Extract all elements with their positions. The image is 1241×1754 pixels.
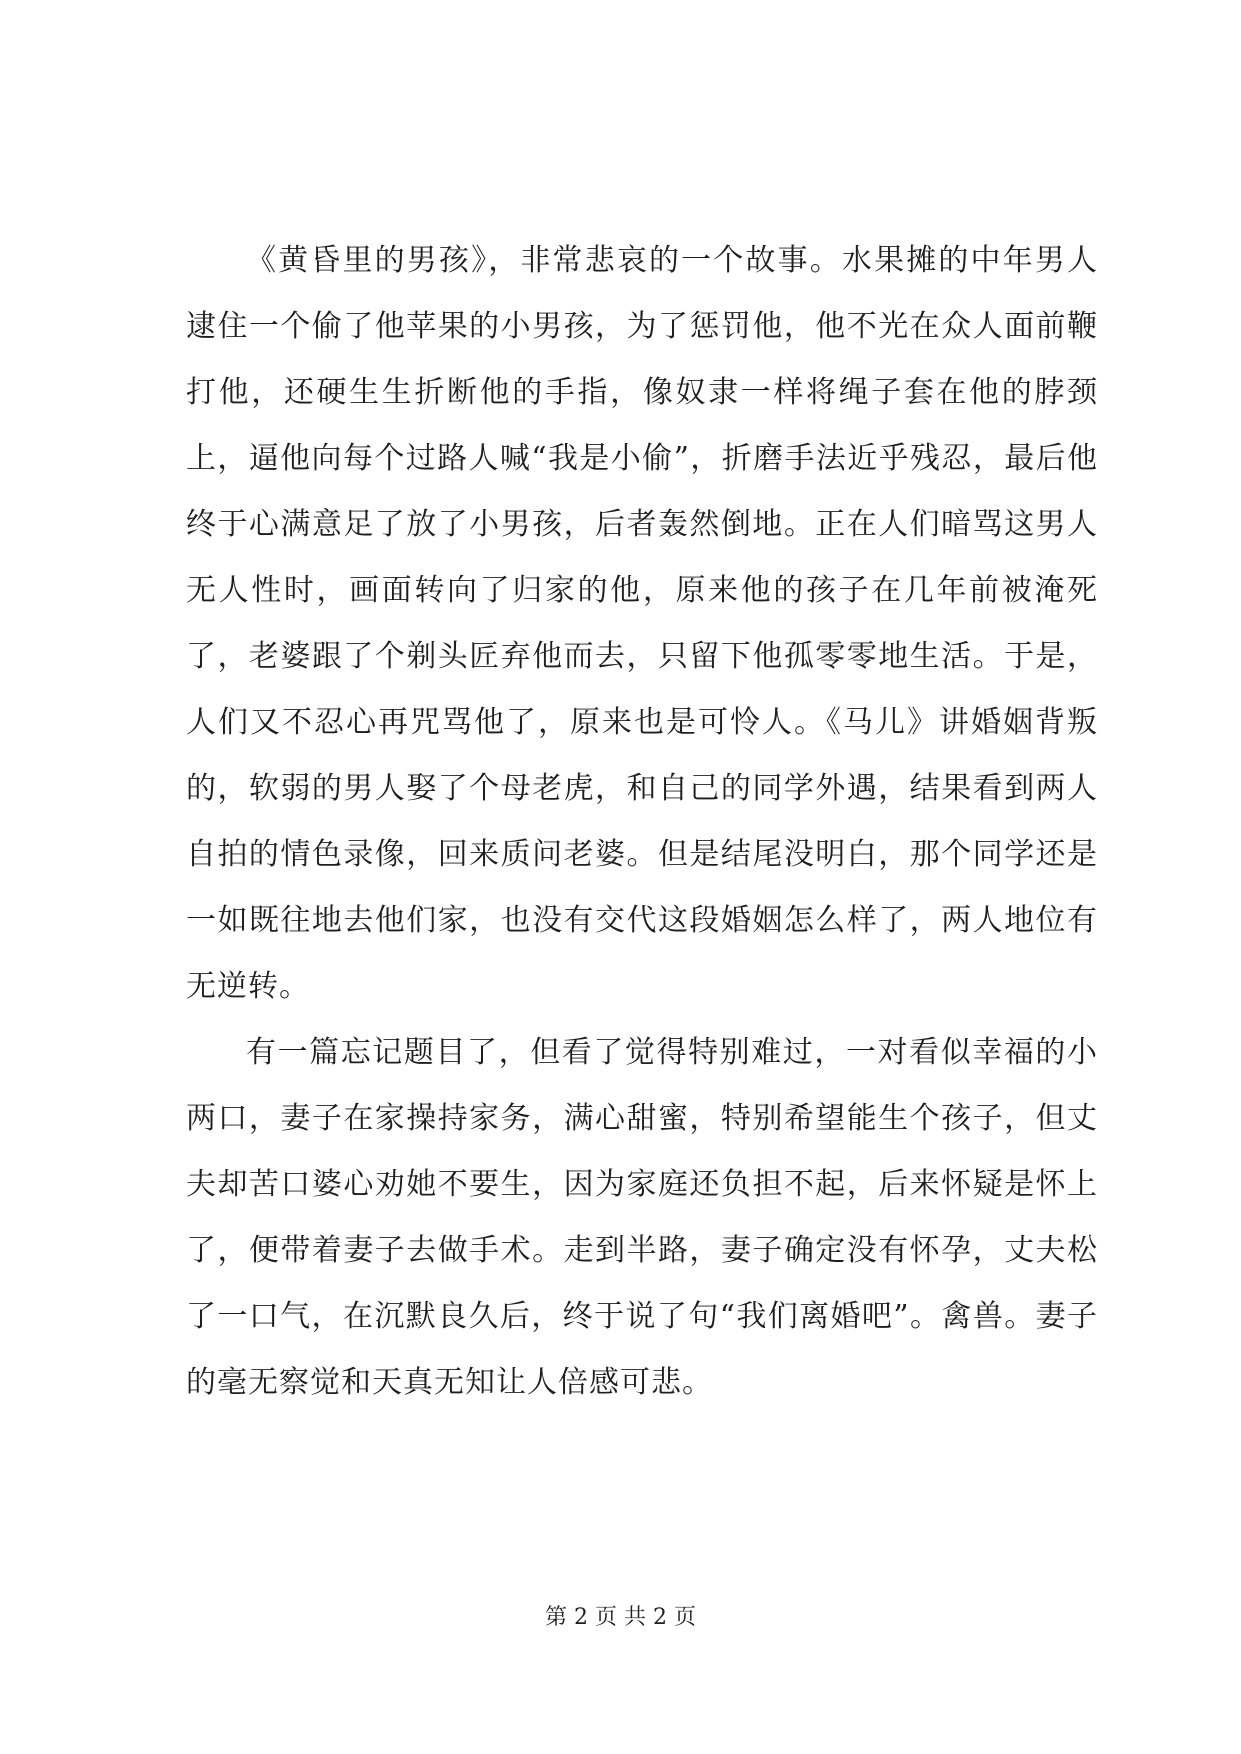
paragraph-2: 有一篇忘记题目了，但看了觉得特别难过，一对看似幸福的小两口，妻子在家操持家务，满心甜蜜，特别希望能生个孩子，但丈夫却苦口婆心劝她不要生，因为家庭还负担不起，后来怀疑是怀上了，便带着妻子去做手术。走到半路，妻子确定没有怀孕，丈夫松了一口气，在沉默良久后，终于说了句“我们离婚吧”。禽兽。妻子的毫无察觉和天真无知让人倍感可悲。: [186, 1035, 1098, 1400]
document-body: [186, 228, 1098, 1416]
paragraph-1: 《黄昏里的男孩》，非常悲哀的一个故事。水果摊的中年男人逮住一个偷了他苹果的小男孩，为了惩罚他，他不光在众人面前鞭打他，还硬生生折断他的手指，像奴隶一样将绳子套在他的脖颈上，逼他向每个过路人喊“我是小偷”，折磨手法近乎残忍，最后他终于心满意足了放了小男孩，后者轰然倒地。正在人们暗骂这男人无人性时，画面转向了归家的他，原来他的孩子在几年前被淹死了，老婆跟了个剃头匠弃他而去，只留下他孤零零地生活。于是，人们又不忍心再咒骂他了，原来也是可怜人。《马儿》讲婚姻背叛的，软弱的男人娶了个母老虎，和自己的同学外遇，结果看到两人自拍的情色录像，回来质问老婆。但是结尾没明白，那个同学还是一如既往地去他们家，也没有交代这段婚姻怎么样了，两人地位有无逆转。: [186, 243, 1098, 1004]
page-number-footer: 第 2 页 共 2 页: [545, 1605, 696, 1630]
